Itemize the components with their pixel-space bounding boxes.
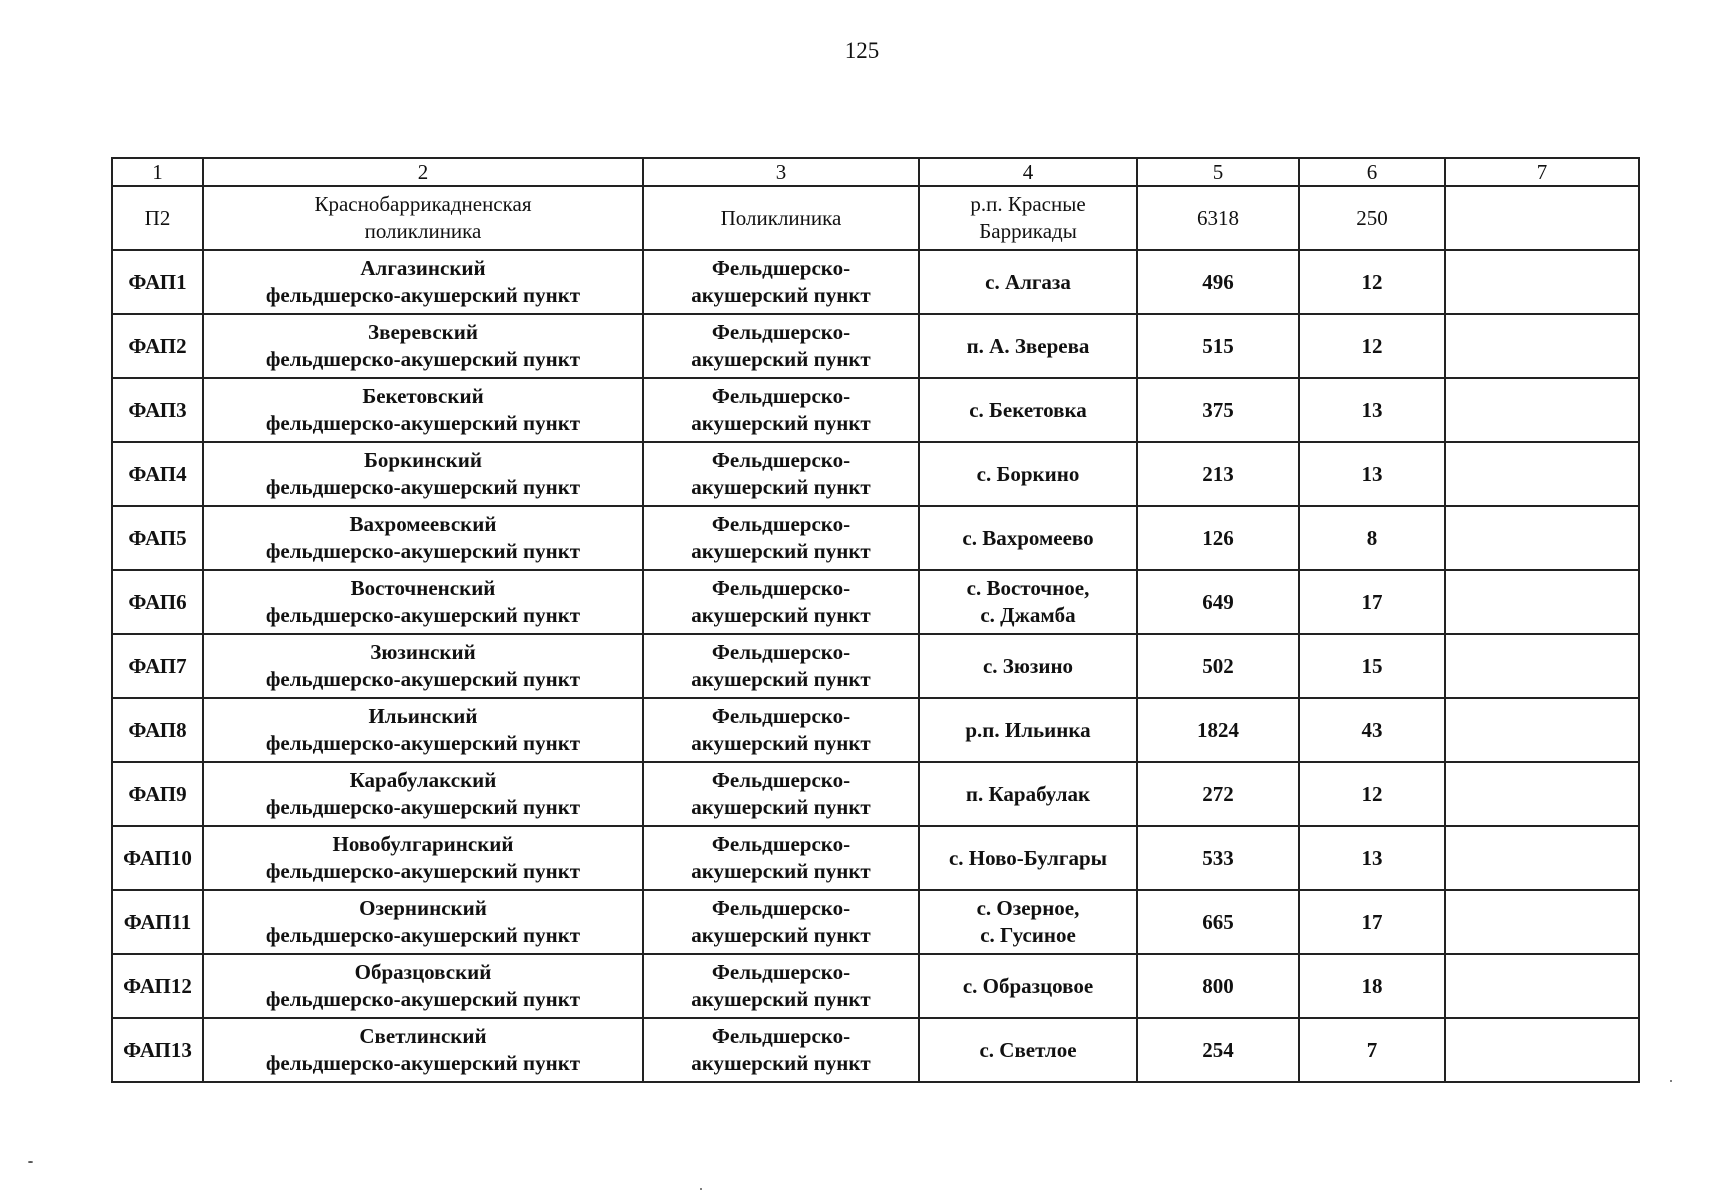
facility-location-cell — [919, 570, 1137, 634]
facility-type-cell — [643, 890, 919, 954]
facility-name-cell-line: фельдшерско-акушерский пункт — [265, 1051, 581, 1075]
table-row — [112, 378, 1639, 442]
facility-type-cell — [643, 762, 919, 826]
column-header: 2 — [203, 158, 643, 186]
column-number-row — [112, 158, 1639, 186]
facility-type-cell — [643, 506, 919, 570]
facility-location-cell-line: с. Образцовое — [962, 973, 1094, 998]
facility-name-cell-line: Зюзинский — [370, 640, 476, 664]
facility-name-cell — [203, 186, 643, 250]
table-row — [112, 1018, 1639, 1082]
facility-type-cell-line: Фельдшерско- — [711, 448, 851, 472]
page-number: 125 — [844, 38, 880, 63]
facility-location-cell — [919, 378, 1137, 442]
column-6-cell: 12 — [1299, 762, 1445, 826]
table-row — [112, 186, 1639, 250]
facility-type-cell-line: Фельдшерско- — [711, 960, 851, 984]
column-6-cell: 8 — [1299, 506, 1445, 570]
facility-code-cell: ФАП11 — [112, 890, 203, 954]
table-row — [112, 698, 1639, 762]
facility-name-cell-line: фельдшерско-акушерский пункт — [265, 539, 581, 563]
facility-name-cell-line: фельдшерско-акушерский пункт — [265, 411, 581, 435]
facility-type-cell-line: акушерский пункт — [691, 283, 871, 307]
facility-code-cell: ФАП4 — [112, 442, 203, 506]
facility-name-cell — [203, 442, 643, 506]
facility-type-cell — [643, 378, 919, 442]
column-5-cell: 254 — [1137, 1018, 1299, 1082]
facility-type-cell — [643, 826, 919, 890]
facility-code-cell: ФАП12 — [112, 954, 203, 1018]
facility-type-cell-line: Фельдшерско- — [711, 896, 851, 920]
facility-location-cell-line: с. Бекетовка — [969, 397, 1087, 422]
facility-type-cell-line: акушерский пункт — [691, 667, 871, 691]
facility-type-cell-line: акушерский пункт — [691, 603, 871, 627]
facility-code-cell: ФАП5 — [112, 506, 203, 570]
table-row — [112, 314, 1639, 378]
column-7-cell — [1445, 1018, 1639, 1082]
facility-name-cell-line: фельдшерско-акушерский пункт — [265, 859, 581, 883]
facility-type-cell — [643, 634, 919, 698]
facility-type-cell-line: Фельдшерско- — [711, 768, 851, 792]
facility-name-cell-line: Образцовский — [354, 960, 492, 984]
facility-type-cell — [643, 570, 919, 634]
facility-name-cell-line: Новобулгаринский — [332, 832, 514, 856]
facility-type-cell — [643, 250, 919, 314]
facility-name-cell-line: Озернинский — [359, 896, 487, 920]
scan-speck — [28, 1161, 33, 1163]
facility-name-cell — [203, 762, 643, 826]
facility-type-cell-line: акушерский пункт — [691, 475, 871, 499]
column-5-cell: 502 — [1137, 634, 1299, 698]
facility-location-cell-line: с. Озерное, — [976, 896, 1080, 920]
column-5-cell: 533 — [1137, 826, 1299, 890]
facility-name-cell — [203, 698, 643, 762]
table-body — [112, 186, 1639, 1082]
facility-type-cell-line: акушерский пункт — [691, 539, 871, 563]
facility-type-cell-line: Фельдшерско- — [711, 256, 851, 280]
column-6-cell: 7 — [1299, 1018, 1445, 1082]
column-7-cell — [1445, 890, 1639, 954]
facility-code-cell: ФАП1 — [112, 250, 203, 314]
facility-type-cell-line: Фельдшерско- — [711, 640, 851, 664]
facility-name-cell-line: фельдшерско-акушерский пункт — [265, 667, 581, 691]
facility-code-cell: П2 — [112, 186, 203, 250]
facility-location-cell-line: с. Боркино — [976, 461, 1080, 486]
facility-type-cell-line: акушерский пункт — [691, 923, 871, 947]
column-6-cell: 17 — [1299, 890, 1445, 954]
column-6-cell: 13 — [1299, 378, 1445, 442]
facility-location-cell-line: с. Восточное, — [966, 576, 1090, 600]
column-7-cell — [1445, 250, 1639, 314]
facility-name-cell-line: Ильинский — [368, 704, 478, 728]
column-7-cell — [1445, 186, 1639, 250]
facility-location-cell — [919, 698, 1137, 762]
facility-type-cell-line: Фельдшерско- — [711, 320, 851, 344]
facility-name-cell-line: поликлиника — [364, 219, 482, 243]
facility-location-cell-line: р.п. Красные — [970, 192, 1086, 216]
facility-type-cell-line: акушерский пункт — [691, 347, 871, 371]
column-7-cell — [1445, 442, 1639, 506]
facility-location-cell-line: с. Алгаза — [985, 269, 1071, 294]
facility-name-cell-line: фельдшерско-акушерский пункт — [265, 731, 581, 755]
facility-type-cell-line: Фельдшерско- — [711, 704, 851, 728]
facility-location-cell — [919, 826, 1137, 890]
column-6-cell: 18 — [1299, 954, 1445, 1018]
facility-location-cell — [919, 954, 1137, 1018]
facility-name-cell — [203, 314, 643, 378]
facility-location-cell — [919, 186, 1137, 250]
column-5-cell: 800 — [1137, 954, 1299, 1018]
facility-name-cell — [203, 570, 643, 634]
column-6-cell: 43 — [1299, 698, 1445, 762]
facility-type-cell-line: Фельдшерско- — [711, 1024, 851, 1048]
facility-name-cell-line: фельдшерско-акушерский пункт — [265, 795, 581, 819]
table-row — [112, 890, 1639, 954]
facility-location-cell-line: с. Светлое — [979, 1037, 1077, 1062]
facility-type-cell-line: акушерский пункт — [691, 731, 871, 755]
column-6-cell: 13 — [1299, 442, 1445, 506]
column-7-cell — [1445, 826, 1639, 890]
scan-speck — [700, 1188, 702, 1190]
facility-code-cell: ФАП13 — [112, 1018, 203, 1082]
column-5-cell: 126 — [1137, 506, 1299, 570]
facility-location-cell-line: п. Карабулак — [965, 781, 1091, 806]
facility-location-cell — [919, 634, 1137, 698]
column-5-cell: 649 — [1137, 570, 1299, 634]
facility-location-cell-line: р.п. Ильинка — [965, 717, 1091, 742]
facility-type-cell-line: акушерский пункт — [691, 1051, 871, 1075]
facility-location-cell-line: с. Зюзино — [982, 653, 1074, 678]
facility-type-cell — [643, 442, 919, 506]
facility-name-cell-line: фельдшерско-акушерский пункт — [265, 923, 581, 947]
facility-type-cell — [643, 186, 919, 250]
column-header: 3 — [643, 158, 919, 186]
column-6-cell: 12 — [1299, 314, 1445, 378]
facility-location-cell — [919, 314, 1137, 378]
table-row — [112, 442, 1639, 506]
facility-code-cell: ФАП3 — [112, 378, 203, 442]
column-6-cell: 17 — [1299, 570, 1445, 634]
facility-name-cell — [203, 378, 643, 442]
facility-location-cell-line: с. Ново-Булгары — [948, 845, 1108, 870]
facility-type-cell-line: акушерский пункт — [691, 795, 871, 819]
column-5-cell: 375 — [1137, 378, 1299, 442]
column-header: 4 — [919, 158, 1137, 186]
column-5-cell: 496 — [1137, 250, 1299, 314]
column-6-cell: 15 — [1299, 634, 1445, 698]
facility-name-cell — [203, 1018, 643, 1082]
facility-name-cell-line: Светлинский — [359, 1024, 487, 1048]
facility-location-cell — [919, 762, 1137, 826]
facility-name-cell-line: фельдшерско-акушерский пункт — [265, 475, 581, 499]
facility-location-cell-line: п. А. Зверева — [966, 333, 1090, 358]
column-7-cell — [1445, 634, 1639, 698]
column-6-cell: 250 — [1299, 186, 1445, 250]
facility-type-cell-line: акушерский пункт — [691, 411, 871, 435]
facility-name-cell-line: Бекетовский — [362, 384, 484, 408]
facility-location-cell-line: с. Гусиное — [980, 923, 1076, 947]
facilities-table-wrapper — [111, 157, 1638, 1083]
facility-type-cell-line: Поликлиника — [720, 205, 842, 230]
column-7-cell — [1445, 954, 1639, 1018]
facility-type-cell — [643, 314, 919, 378]
table-row — [112, 570, 1639, 634]
facility-type-cell — [643, 1018, 919, 1082]
facility-code-cell: ФАП6 — [112, 570, 203, 634]
facility-name-cell-line: фельдшерско-акушерский пункт — [265, 283, 581, 307]
table-row — [112, 954, 1639, 1018]
facility-type-cell-line: Фельдшерско- — [711, 512, 851, 536]
facility-location-cell — [919, 506, 1137, 570]
column-6-cell: 12 — [1299, 250, 1445, 314]
facility-location-cell-line: с. Вахромеево — [962, 525, 1094, 550]
facility-code-cell: ФАП9 — [112, 762, 203, 826]
facility-type-cell-line: акушерский пункт — [691, 859, 871, 883]
facility-code-cell: ФАП2 — [112, 314, 203, 378]
facility-name-cell-line: Алгазинский — [360, 256, 486, 280]
facility-type-cell-line: Фельдшерско- — [711, 384, 851, 408]
column-header: 1 — [112, 158, 203, 186]
facility-name-cell — [203, 506, 643, 570]
column-7-cell — [1445, 570, 1639, 634]
column-6-cell: 13 — [1299, 826, 1445, 890]
facility-name-cell-line: Восточненский — [350, 576, 496, 600]
column-header: 5 — [1137, 158, 1299, 186]
facility-name-cell-line: фельдшерско-акушерский пункт — [265, 987, 581, 1011]
column-5-cell: 6318 — [1137, 186, 1299, 250]
facility-name-cell — [203, 826, 643, 890]
column-header: 6 — [1299, 158, 1445, 186]
facility-name-cell — [203, 250, 643, 314]
facility-code-cell: ФАП7 — [112, 634, 203, 698]
facility-code-cell: ФАП10 — [112, 826, 203, 890]
facility-location-cell — [919, 250, 1137, 314]
facilities-table — [111, 157, 1640, 1083]
table-row — [112, 506, 1639, 570]
facility-name-cell — [203, 954, 643, 1018]
column-header: 7 — [1445, 158, 1639, 186]
table-row — [112, 634, 1639, 698]
table-row — [112, 826, 1639, 890]
facility-name-cell-line: Зверевский — [368, 320, 478, 344]
table-row — [112, 250, 1639, 314]
facility-name-cell-line: Вахромеевский — [349, 512, 497, 536]
column-7-cell — [1445, 762, 1639, 826]
column-7-cell — [1445, 698, 1639, 762]
column-7-cell — [1445, 378, 1639, 442]
facility-name-cell-line: фельдшерско-акушерский пункт — [265, 603, 581, 627]
column-5-cell: 272 — [1137, 762, 1299, 826]
facility-type-cell-line: Фельдшерско- — [711, 576, 851, 600]
column-5-cell: 665 — [1137, 890, 1299, 954]
facility-location-cell-line: Баррикады — [979, 219, 1077, 243]
facility-name-cell-line: фельдшерско-акушерский пункт — [265, 347, 581, 371]
column-7-cell — [1445, 314, 1639, 378]
facility-name-cell-line: Карабулакский — [349, 768, 497, 792]
facility-type-cell-line: акушерский пункт — [691, 987, 871, 1011]
column-5-cell: 515 — [1137, 314, 1299, 378]
facility-code-cell: ФАП8 — [112, 698, 203, 762]
facility-name-cell-line: Боркинский — [364, 448, 482, 472]
facility-location-cell — [919, 442, 1137, 506]
facility-location-cell — [919, 890, 1137, 954]
column-5-cell: 213 — [1137, 442, 1299, 506]
facility-type-cell — [643, 698, 919, 762]
facility-name-cell — [203, 634, 643, 698]
table-row — [112, 762, 1639, 826]
facility-type-cell-line: Фельдшерско- — [711, 832, 851, 856]
facility-location-cell-line: с. Джамба — [980, 603, 1076, 627]
facility-type-cell — [643, 954, 919, 1018]
scan-speck — [1670, 1080, 1672, 1082]
column-5-cell: 1824 — [1137, 698, 1299, 762]
column-7-cell — [1445, 506, 1639, 570]
facility-name-cell — [203, 890, 643, 954]
facility-location-cell — [919, 1018, 1137, 1082]
table-header — [112, 158, 1639, 186]
facility-name-cell-line: Краснобаррикадненская — [314, 192, 532, 216]
